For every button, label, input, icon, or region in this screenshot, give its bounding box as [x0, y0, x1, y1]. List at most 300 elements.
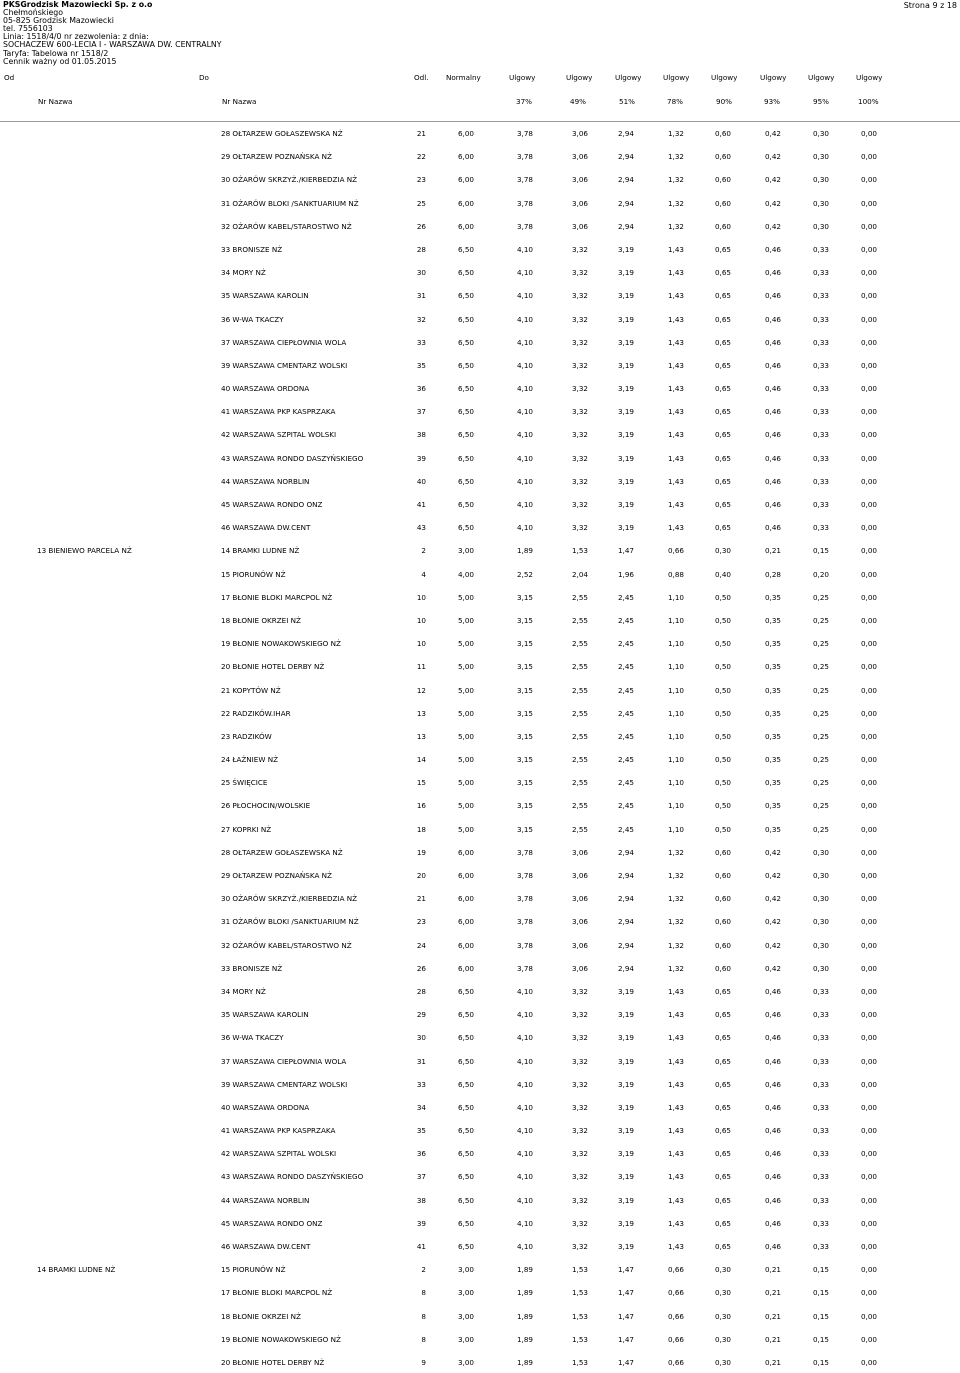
fare-normal: 6,50: [457, 360, 474, 370]
fare-discount: 0,00: [860, 129, 877, 138]
fare-discount: 0,60: [714, 963, 731, 973]
fare-discount: 3,32: [571, 1102, 588, 1112]
fare-discount: 0,30: [812, 221, 829, 231]
fare-normal: 6,00: [457, 871, 474, 880]
to-stop: 29 OŁTARZEW POZNAŃSKA NŻ: [221, 871, 332, 880]
fare-discount: 1,53: [571, 1334, 588, 1344]
fare-normal: 6,00: [457, 129, 474, 138]
fare-discount: 3,06: [571, 871, 588, 880]
fare-discount: 0,25: [812, 685, 829, 695]
fare-normal: 6,00: [457, 175, 474, 185]
fare-discount: 0,25: [812, 731, 829, 741]
distance-km: 11: [416, 662, 426, 672]
fare-discount: 1,10: [667, 778, 684, 788]
to-stop: 30 OŻARÓW SKRZYŻ./KIERBEDZIA NŻ: [221, 175, 358, 185]
fare-discount: 3,32: [571, 1033, 588, 1043]
distance-km: 33: [416, 337, 426, 347]
table-row: [0, 330, 960, 353]
fare-discount: 0,50: [714, 685, 731, 695]
address-city: 05-825 Grodzisk Mazowiecki: [3, 16, 114, 26]
fare-discount: 0,00: [860, 801, 877, 811]
fare-discount: 0,65: [714, 453, 731, 463]
to-stop: 40 WARSZAWA ORDONA: [221, 1102, 310, 1112]
fare-discount: 3,32: [571, 986, 588, 996]
distance-km: 37: [416, 407, 426, 417]
fare-discount: 0,00: [860, 360, 877, 370]
fare-discount: 3,19: [617, 1218, 634, 1228]
fare-discount: 3,15: [516, 592, 533, 602]
fare-discount: 0,00: [860, 291, 877, 301]
fare-discount: 0,25: [812, 708, 829, 718]
fare-discount: 3,78: [516, 175, 533, 185]
distance-km: 34: [416, 1102, 426, 1112]
fare-discount: 1,10: [667, 615, 684, 625]
fare-normal: 5,00: [457, 639, 474, 649]
fare-discount: 2,55: [571, 755, 588, 765]
fare-discount: 0,50: [714, 801, 731, 811]
distance-km: 25: [416, 198, 426, 208]
fare-discount: 0,65: [714, 244, 731, 254]
fare-discount: 3,78: [516, 917, 533, 927]
fare-discount: 0,00: [860, 198, 877, 208]
fare-discount: 1,10: [667, 639, 684, 649]
fare-discount: 0,00: [860, 1195, 877, 1205]
table-row: [0, 144, 960, 167]
fare-discount: 0,65: [714, 384, 731, 394]
fare-discount: 3,32: [571, 384, 588, 394]
fare-discount: 1,43: [667, 453, 684, 463]
fare-discount: 0,60: [714, 894, 731, 904]
distance-km: 28: [416, 986, 426, 996]
fare-discount: 0,46: [764, 1149, 781, 1159]
to-stop: 20 BŁONIE HOTEL DERBY NŻ: [221, 662, 325, 672]
fare-discount: 0,00: [860, 1218, 877, 1228]
fare-discount: 0,33: [812, 500, 829, 509]
fare-discount: 1,47: [617, 1288, 634, 1298]
distance-km: 20: [416, 871, 426, 880]
fare-discount: 1,32: [667, 175, 684, 185]
col-do: Do: [199, 73, 209, 82]
fare-discount: 3,15: [516, 639, 533, 649]
fare-discount: 0,00: [860, 940, 877, 950]
to-stop: 22 RADZIKÓW.IHAR: [221, 708, 291, 718]
fare-normal: 6,50: [457, 291, 474, 301]
fare-discount: 4,10: [516, 500, 533, 509]
fare-normal: 3,00: [457, 1334, 474, 1344]
col-fare-discount: Ulgowy: [711, 73, 738, 82]
fare-discount: 0,66: [667, 1288, 684, 1298]
fare-discount: 4,10: [516, 430, 533, 440]
fare-discount: 0,46: [764, 1010, 781, 1020]
fare-discount: 1,43: [667, 1149, 684, 1159]
fare-discount: 0,46: [764, 407, 781, 417]
table-row: [0, 1211, 960, 1234]
fare-normal: 5,00: [457, 708, 474, 718]
fare-normal: 6,50: [457, 986, 474, 996]
fare-discount: 0,00: [860, 708, 877, 718]
fare-discount: 0,25: [812, 592, 829, 602]
to-stop: 20 BŁONIE HOTEL DERBY NŻ: [221, 1357, 325, 1367]
fare-discount: 3,19: [617, 476, 634, 486]
document-header: [3, 1, 222, 66]
fare-discount: 0,00: [860, 639, 877, 649]
to-stop: 30 OŻARÓW SKRZYŻ./KIERBEDZIA NŻ: [221, 894, 358, 904]
fare-discount: 3,78: [516, 198, 533, 208]
fare-discount: 4,10: [516, 986, 533, 996]
distance-km: 32: [416, 314, 426, 324]
col-from-nr-name: Nr Nazwa: [38, 97, 73, 106]
fare-normal: 6,50: [457, 314, 474, 324]
fare-discount: 0,30: [714, 546, 731, 556]
fare-discount: 0,60: [714, 847, 731, 857]
fare-discount: 3,15: [516, 708, 533, 718]
fare-discount: 0,30: [812, 963, 829, 973]
fare-discount: 1,43: [667, 337, 684, 347]
fare-discount: 0,65: [714, 430, 731, 440]
distance-km: 23: [416, 917, 426, 927]
fare-normal: 6,50: [457, 1010, 474, 1020]
fare-discount: 0,50: [714, 708, 731, 718]
fare-discount: 1,32: [667, 871, 684, 880]
fare-discount: 0,42: [764, 847, 781, 857]
fare-discount: 3,15: [516, 615, 533, 625]
to-stop: 36 W-WA TKACZY: [221, 1033, 284, 1043]
table-row: [0, 678, 960, 701]
fare-discount: 0,30: [714, 1311, 731, 1321]
table-row: [0, 422, 960, 445]
fare-discount: 0,60: [714, 152, 731, 162]
table-row: [0, 167, 960, 190]
fare-normal: 3,00: [457, 1265, 474, 1275]
fare-discount: 0,28: [764, 569, 781, 579]
fare-discount: 0,00: [860, 778, 877, 788]
fare-discount: 1,43: [667, 1056, 684, 1066]
fare-discount: 0,00: [860, 476, 877, 486]
fare-discount: 0,33: [812, 314, 829, 324]
fare-normal: 5,00: [457, 685, 474, 695]
fare-discount: 3,15: [516, 755, 533, 765]
col-fare-discount: Ulgowy: [760, 73, 787, 82]
table-row: [0, 1257, 960, 1280]
fare-discount: 1,43: [667, 500, 684, 509]
fare-normal: 6,00: [457, 847, 474, 857]
fare-discount: 0,65: [714, 1195, 731, 1205]
fare-discount: 0,60: [714, 940, 731, 950]
fare-discount: 1,43: [667, 268, 684, 278]
fare-discount: 1,89: [516, 1265, 533, 1275]
fare-normal: 6,50: [457, 244, 474, 254]
fare-discount: 1,53: [571, 1265, 588, 1275]
to-stop: 32 OŻARÓW KABEL/STAROSTWO NŻ: [221, 221, 352, 231]
to-stop: 15 PIORUNÓW NŻ: [221, 1265, 286, 1275]
fare-discount: 2,94: [617, 940, 634, 950]
fare-discount: 0,60: [714, 129, 731, 138]
fare-discount: 0,65: [714, 1242, 731, 1251]
fare-discount: 0,60: [714, 871, 731, 880]
to-stop: 19 BŁONIE NOWAKOWSKIEGO NŻ: [221, 1334, 341, 1344]
page-number: Strona 9 z 18: [903, 1, 957, 10]
fare-discount: 3,15: [516, 824, 533, 834]
fare-discount: 2,55: [571, 592, 588, 602]
fare-discount: 0,60: [714, 198, 731, 208]
to-stop: 31 OŻARÓW BLOKI /SANKTUARIUM NŻ: [221, 917, 359, 927]
fare-discount: 0,33: [812, 337, 829, 347]
fare-discount: 0,25: [812, 824, 829, 834]
fare-discount: 0,65: [714, 1218, 731, 1228]
to-stop: 44 WARSZAWA NORBLIN: [221, 476, 310, 486]
fare-normal: 6,50: [457, 476, 474, 486]
fare-discount: 0,50: [714, 778, 731, 788]
fare-discount: 0,30: [812, 917, 829, 927]
fare-discount: 0,30: [812, 152, 829, 162]
col-discount-pct: 51%: [619, 97, 635, 106]
fare-discount: 0,66: [667, 1334, 684, 1344]
fare-discount: 3,19: [617, 500, 634, 509]
fare-discount: 3,15: [516, 662, 533, 672]
to-stop: 14 BRAMKI LUDNE NŻ: [221, 546, 300, 556]
fare-discount: 1,43: [667, 1172, 684, 1182]
distance-km: 31: [416, 1056, 426, 1066]
fare-discount: 0,50: [714, 615, 731, 625]
fare-discount: 0,30: [812, 894, 829, 904]
distance-km: 38: [416, 430, 426, 440]
fare-discount: 1,43: [667, 407, 684, 417]
fare-normal: 3,00: [457, 1357, 474, 1367]
fare-discount: 3,19: [617, 1033, 634, 1043]
distance-km: 41: [416, 500, 426, 509]
fare-discount: 0,46: [764, 1242, 781, 1251]
fare-discount: 1,43: [667, 430, 684, 440]
fare-discount: 0,65: [714, 407, 731, 417]
fare-discount: 3,19: [617, 453, 634, 463]
fare-discount: 1,53: [571, 1357, 588, 1367]
table-row: [0, 909, 960, 932]
fare-discount: 0,00: [860, 1265, 877, 1275]
to-stop: 17 BŁONIE BLOKI MARCPOL NŻ: [221, 1288, 333, 1298]
fare-discount: 0,35: [764, 639, 781, 649]
distance-km: 8: [421, 1288, 426, 1298]
fare-normal: 6,50: [457, 1195, 474, 1205]
col-fare-discount: Ulgowy: [615, 73, 642, 82]
to-stop: 41 WARSZAWA PKP KASPRZAKA: [221, 407, 336, 417]
fare-discount: 1,32: [667, 847, 684, 857]
fare-discount: 2,94: [617, 917, 634, 927]
fare-discount: 0,33: [812, 1126, 829, 1136]
fare-discount: 0,30: [812, 198, 829, 208]
table-row: [0, 1327, 960, 1350]
distance-km: 22: [416, 152, 426, 162]
fare-discount: 0,60: [714, 221, 731, 231]
distance-km: 30: [416, 268, 426, 278]
fare-discount: 2,55: [571, 639, 588, 649]
fare-normal: 6,00: [457, 198, 474, 208]
fare-discount: 0,46: [764, 244, 781, 254]
fare-discount: 0,25: [812, 778, 829, 788]
col-discount-pct: 37%: [516, 97, 532, 106]
fare-discount: 3,78: [516, 963, 533, 973]
fare-discount: 3,78: [516, 871, 533, 880]
distance-km: 30: [416, 1033, 426, 1043]
fare-discount: 3,32: [571, 1126, 588, 1136]
table-row: [0, 1234, 960, 1257]
table-row: [0, 1049, 960, 1072]
table-row: [0, 1095, 960, 1118]
fare-discount: 3,06: [571, 940, 588, 950]
to-stop: 46 WARSZAWA DW.CENT: [221, 1242, 311, 1251]
fare-discount: 3,19: [617, 1172, 634, 1182]
fare-discount: 0,35: [764, 662, 781, 672]
fare-normal: 5,00: [457, 615, 474, 625]
table-row: [0, 1164, 960, 1187]
fare-discount: 2,45: [617, 801, 634, 811]
fare-discount: 0,33: [812, 407, 829, 417]
fare-discount: 2,45: [617, 662, 634, 672]
fare-discount: 0,50: [714, 755, 731, 765]
distance-km: 4: [421, 569, 426, 579]
distance-km: 21: [416, 894, 426, 904]
distance-km: 37: [416, 1172, 426, 1182]
fare-normal: 6,50: [457, 1033, 474, 1043]
fare-discount: 0,35: [764, 615, 781, 625]
distance-km: 24: [416, 940, 426, 950]
table-row: [0, 237, 960, 260]
fare-discount: 3,32: [571, 476, 588, 486]
fare-discount: 0,33: [812, 360, 829, 370]
fare-discount: 0,33: [812, 1195, 829, 1205]
company-name: PKSGrodzisk Mazowiecki Sp. z o.o: [3, 0, 153, 9]
fare-discount: 2,52: [516, 569, 533, 579]
fare-discount: 2,45: [617, 685, 634, 695]
distance-km: 2: [421, 546, 426, 556]
fare-discount: 0,88: [667, 569, 684, 579]
fare-discount: 0,33: [812, 453, 829, 463]
to-stop: 34 MORY NŻ: [221, 986, 266, 996]
phone: tel. 7556103: [3, 24, 53, 34]
col-discount-pct: 90%: [716, 97, 732, 106]
to-stop: 18 BŁONIE OKRZEI NŻ: [221, 1311, 301, 1321]
table-row: [0, 933, 960, 956]
distance-km: 14: [416, 755, 426, 765]
to-stop: 15 PIORUNÓW NŻ: [221, 569, 286, 579]
fare-discount: 0,00: [860, 523, 877, 533]
fare-discount: 0,60: [714, 917, 731, 927]
fare-normal: 5,00: [457, 592, 474, 602]
fare-normal: 6,50: [457, 1242, 474, 1251]
fare-discount: 2,94: [617, 175, 634, 185]
route-name: SOCHACZEW 600-LECIA I - WARSZAWA DW. CENTRALNY: [3, 40, 222, 50]
distance-km: 16: [416, 801, 426, 811]
fare-discount: 4,10: [516, 360, 533, 370]
col-to-nr-name: Nr Nazwa: [222, 97, 257, 106]
fare-discount: 3,32: [571, 1172, 588, 1182]
fare-discount: 0,42: [764, 221, 781, 231]
fare-discount: 0,30: [714, 1288, 731, 1298]
fare-normal: 6,00: [457, 221, 474, 231]
fare-discount: 0,15: [812, 1288, 829, 1298]
fare-discount: 0,35: [764, 731, 781, 741]
fare-discount: 0,25: [812, 615, 829, 625]
fare-discount: 1,96: [617, 569, 634, 579]
fare-discount: 3,32: [571, 360, 588, 370]
fare-normal: 6,50: [457, 268, 474, 278]
fare-discount: 3,78: [516, 129, 533, 138]
fare-discount: 0,65: [714, 500, 731, 509]
table-row: [0, 446, 960, 469]
fare-discount: 0,46: [764, 430, 781, 440]
table-row: [0, 353, 960, 376]
fare-normal: 5,00: [457, 731, 474, 741]
fare-discount: 2,45: [617, 824, 634, 834]
fare-discount: 0,33: [812, 244, 829, 254]
col-discount-pct: 95%: [813, 97, 829, 106]
col-distance: Odl.: [414, 73, 429, 82]
fare-discount: 0,25: [812, 662, 829, 672]
fare-normal: 6,00: [457, 940, 474, 950]
fare-discount: 0,33: [812, 1149, 829, 1159]
fare-discount: 0,42: [764, 129, 781, 138]
fare-normal: 6,50: [457, 1102, 474, 1112]
table-row: [0, 1002, 960, 1025]
fare-discount: 0,25: [812, 639, 829, 649]
fare-discount: 0,30: [812, 871, 829, 880]
fare-discount: 0,00: [860, 152, 877, 162]
fare-discount: 0,46: [764, 523, 781, 533]
fare-discount: 0,46: [764, 268, 781, 278]
fare-discount: 2,94: [617, 129, 634, 138]
distance-km: 2: [421, 1265, 426, 1275]
fare-discount: 1,10: [667, 801, 684, 811]
fare-discount: 0,33: [812, 291, 829, 301]
fare-discount: 1,32: [667, 152, 684, 162]
fare-discount: 0,42: [764, 175, 781, 185]
fare-discount: 2,45: [617, 708, 634, 718]
table-row: [0, 793, 960, 816]
fare-discount: 3,32: [571, 407, 588, 417]
fare-discount: 3,15: [516, 778, 533, 788]
fare-discount: 0,33: [812, 986, 829, 996]
fare-discount: 0,66: [667, 1265, 684, 1275]
fare-discount: 1,10: [667, 592, 684, 602]
table-row: [0, 562, 960, 585]
fare-discount: 0,00: [860, 244, 877, 254]
fare-discount: 1,43: [667, 1079, 684, 1089]
fare-discount: 3,19: [617, 314, 634, 324]
fare-discount: 0,00: [860, 1033, 877, 1043]
fare-discount: 1,47: [617, 1334, 634, 1344]
fare-discount: 3,19: [617, 384, 634, 394]
fare-discount: 2,55: [571, 685, 588, 695]
fare-discount: 0,42: [764, 198, 781, 208]
fare-discount: 0,33: [812, 1218, 829, 1228]
fare-discount: 0,65: [714, 476, 731, 486]
fare-discount: 0,35: [764, 708, 781, 718]
fare-discount: 3,19: [617, 1056, 634, 1066]
fare-discount: 0,65: [714, 1126, 731, 1136]
fare-discount: 4,10: [516, 1033, 533, 1043]
fare-discount: 0,00: [860, 384, 877, 394]
to-stop: 25 ŚWIĘCICE: [221, 778, 268, 788]
to-stop: 37 WARSZAWA CIEPŁOWNIA WOLA: [221, 337, 347, 347]
to-stop: 40 WARSZAWA ORDONA: [221, 384, 310, 394]
fare-discount: 0,65: [714, 314, 731, 324]
table-row: [0, 469, 960, 492]
fare-discount: 0,65: [714, 986, 731, 996]
fare-discount: 1,10: [667, 685, 684, 695]
fare-discount: 0,65: [714, 1172, 731, 1182]
fare-discount: 4,10: [516, 1056, 533, 1066]
fare-discount: 3,06: [571, 175, 588, 185]
distance-km: 15: [416, 778, 426, 788]
